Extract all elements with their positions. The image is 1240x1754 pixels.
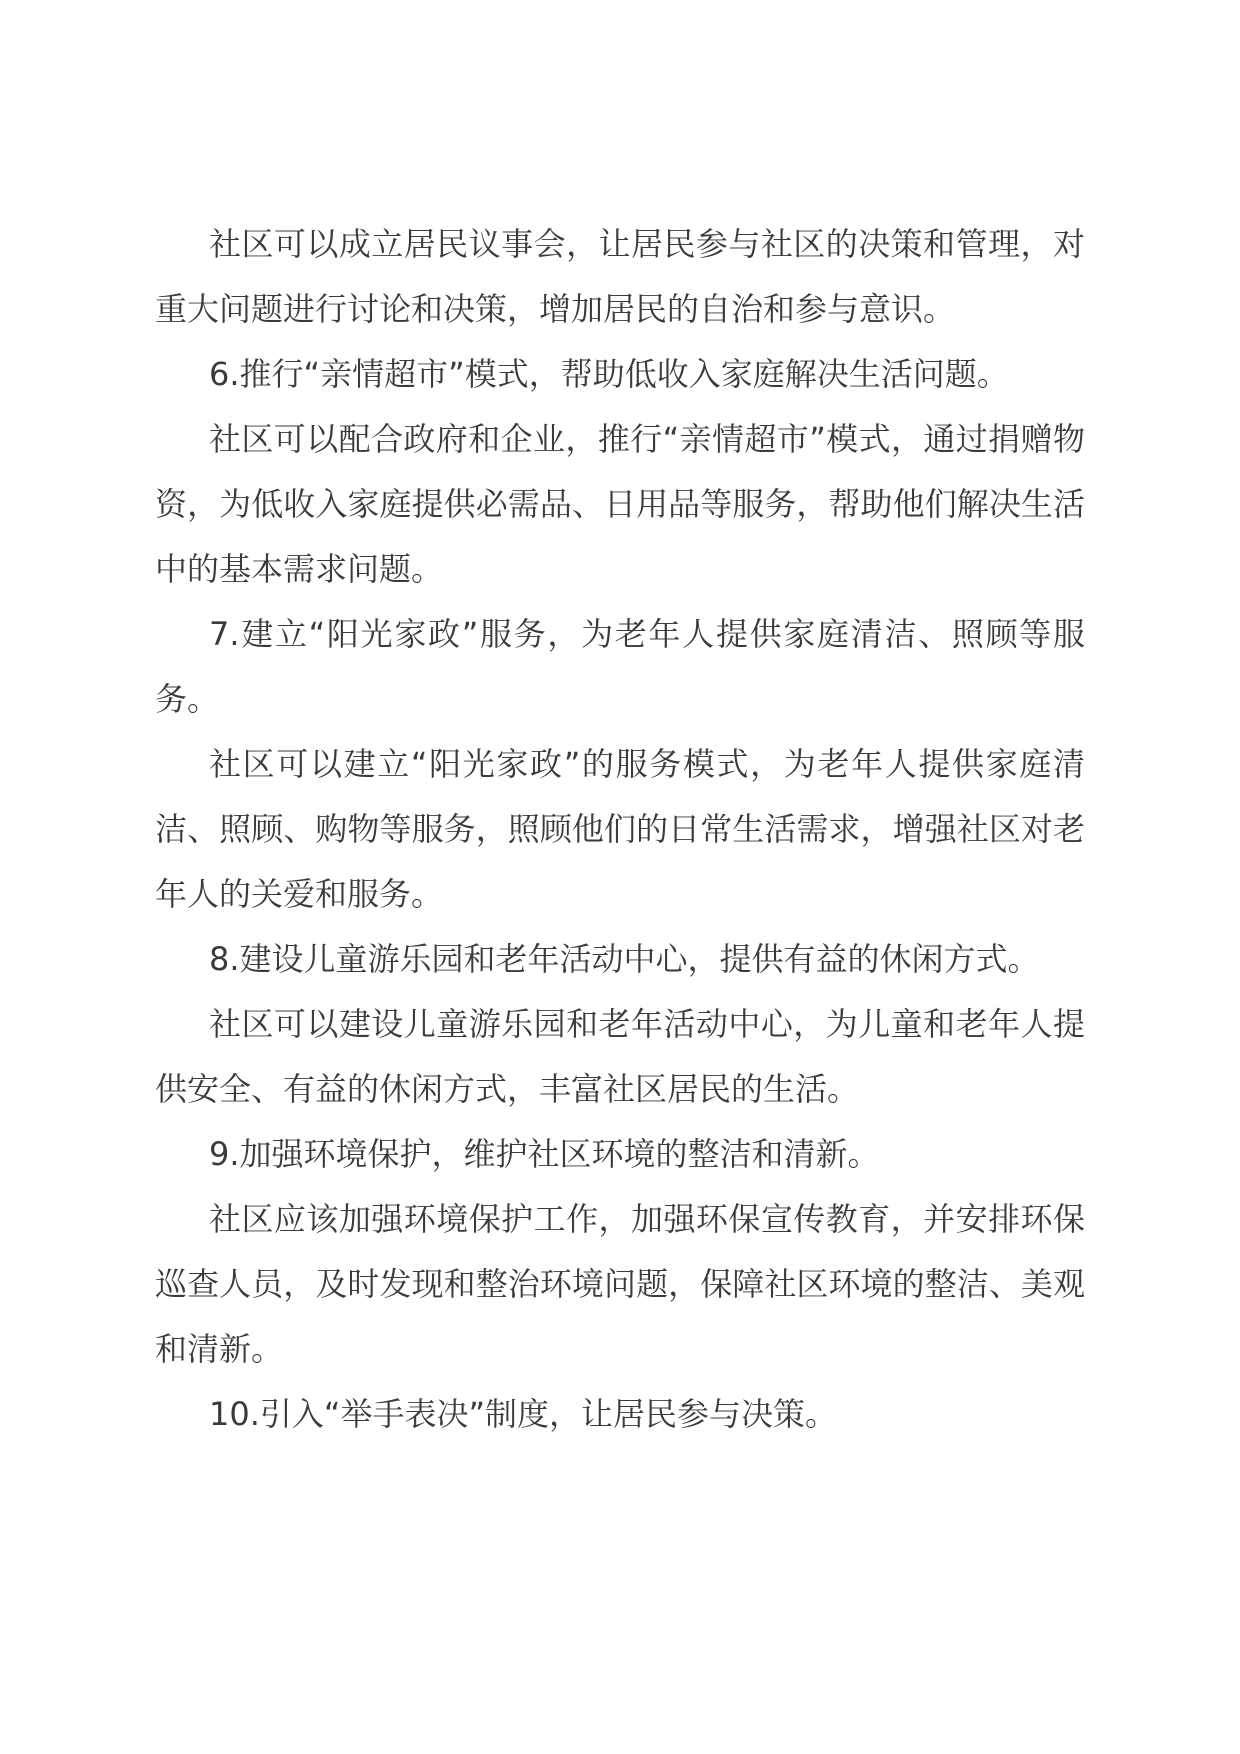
paragraph-item-6: 社区可以配合政府和企业，推行“亲情超市”模式，通过捐赠物资，为低收入家庭提供必需品、日用品等服务，帮助他们解决生活中的基本需求问题。 [155, 420, 1085, 588]
paragraph-council: 社区可以成立居民议事会，让居民参与社区的决策和管理，对重大问题进行讨论和决策，增加居民的自治和参与意识。 [155, 225, 1085, 328]
paragraph-item-7: 社区可以建立“阳光家政”的服务模式，为老年人提供家庭清洁、照顾、购物等服务，照顾他们的日常生活需求，增强社区对老年人的关爱和服务。 [155, 745, 1085, 913]
heading-item-10: 10.引入“举手表决”制度，让居民参与决策。 [209, 1395, 838, 1433]
heading-item-9: 9.加强环境保护，维护社区环境的整洁和清新。 [209, 1135, 880, 1173]
document-body [155, 212, 1085, 1447]
heading-item-7: 7.建立“阳光家政”服务，为老年人提供家庭清洁、照顾等服务。 [155, 615, 1085, 718]
paragraph-item-8: 社区可以建设儿童游乐园和老年活动中心，为儿童和老年人提供安全、有益的休闲方式，丰富社区居民的生活。 [155, 1005, 1085, 1108]
heading-item-6: 6.推行“亲情超市”模式，帮助低收入家庭解决生活问题。 [209, 355, 1009, 393]
heading-item-8: 8.建设儿童游乐园和老年活动中心，提供有益的休闲方式。 [209, 940, 1040, 978]
paragraph-item-9: 社区应该加强环境保护工作，加强环保宣传教育，并安排环保巡查人员，及时发现和整治环境问题，保障社区环境的整洁、美观和清新。 [155, 1200, 1085, 1368]
